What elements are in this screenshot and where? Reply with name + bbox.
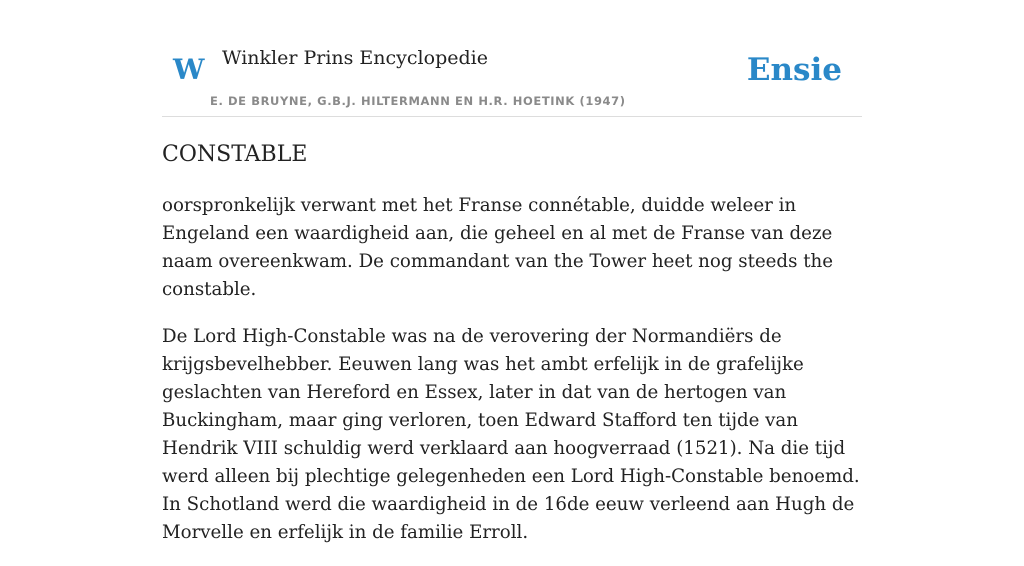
book-title-link[interactable]: Winkler Prins Encyclopedie <box>222 47 488 69</box>
page-container <box>162 0 862 543</box>
entry-title: CONSTABLE <box>162 142 308 167</box>
ensie-logo-link[interactable]: Ensie <box>746 52 842 88</box>
entry-body <box>162 192 862 566</box>
book-authors: E. DE BRUYNE, G.B.J. HILTERMANN EN H.R. HOETINK (1947) <box>210 94 626 108</box>
entry-paragraph: De Lord High-Constable was na de verovering der Normandiërs de krijgsbevelhebber. Eeuwen lang was het ambt erfelijk in de grafelijke geslachten van Hereford en Essex, later in dat van de hertogen van Buckingham, maar ging verloren, toen Edward Stafford ten tijde van Hendrik VIII schuldig werd verklaard aan hoogverraad (1521). Na die tijd werd alleen bij plechtige gelegenheden een Lord High-Constable benoemd. In Schotland werd die waardigheid in de 16de eeuw verleend aan Hugh de Morvelle en erfelijk in de familie Erroll. <box>162 326 860 543</box>
entry-paragraph: oorspronkelijk verwant met het Franse connétable, duidde weleer in Engeland een waardigheid aan, die geheel en al met de Franse van deze naam overeenkwam. De commandant van the Tower heet nog steeds the constable. <box>162 195 833 300</box>
book-header <box>162 0 862 117</box>
publisher-logo-icon[interactable]: W <box>173 53 205 86</box>
